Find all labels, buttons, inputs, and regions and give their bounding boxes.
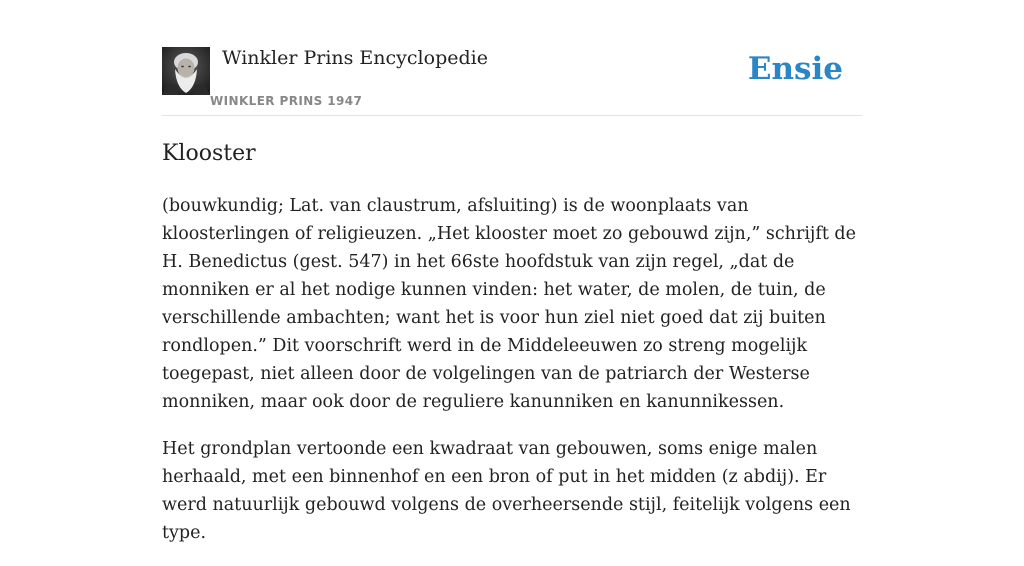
article-body xyxy=(162,192,862,566)
article-paragraph: Het grondplan vertoonde een kwadraat van gebouwen, soms enige malen herhaald, met een binnenhof en een bron of put in het midden (z abdij). Er werd natuurlijk gebouwd volgens de overheersende stijl, feitelijk volgens een type. xyxy=(162,439,851,543)
avatar[interactable] xyxy=(162,47,210,95)
article-title: Klooster xyxy=(162,141,256,166)
content-container xyxy=(162,0,862,543)
site-title[interactable]: Winkler Prins Encyclopedie xyxy=(222,47,488,69)
site-header xyxy=(162,0,862,116)
article-paragraph: (bouwkundig; Lat. van claustrum, afsluiting) is de woonplaats van kloosterlingen of religieuzen. „Het klooster moet zo gebouwd zijn,” schrijft de H. Benedictus (gest. 547) in het 66ste hoofdstuk van zijn regel, „dat de monniken er al het nodige kunnen vinden: het water, de molen, de tuin, de verschillende ambachten; want het is voor hun ziel niet goed dat zij buiten rondlopen.” Dit voorschrift werd in de Middeleeuwen zo streng mogelijk toegepast, niet alleen door de volgelingen van de patriarch der Westerse monniken, maar ook door de reguliere kanunniken en kanunnikessen. xyxy=(162,196,856,412)
brand-logo[interactable]: Ensie xyxy=(747,51,843,87)
bearded-man-portrait-icon xyxy=(162,47,210,95)
source-subtitle: WINKLER PRINS 1947 xyxy=(210,94,363,108)
